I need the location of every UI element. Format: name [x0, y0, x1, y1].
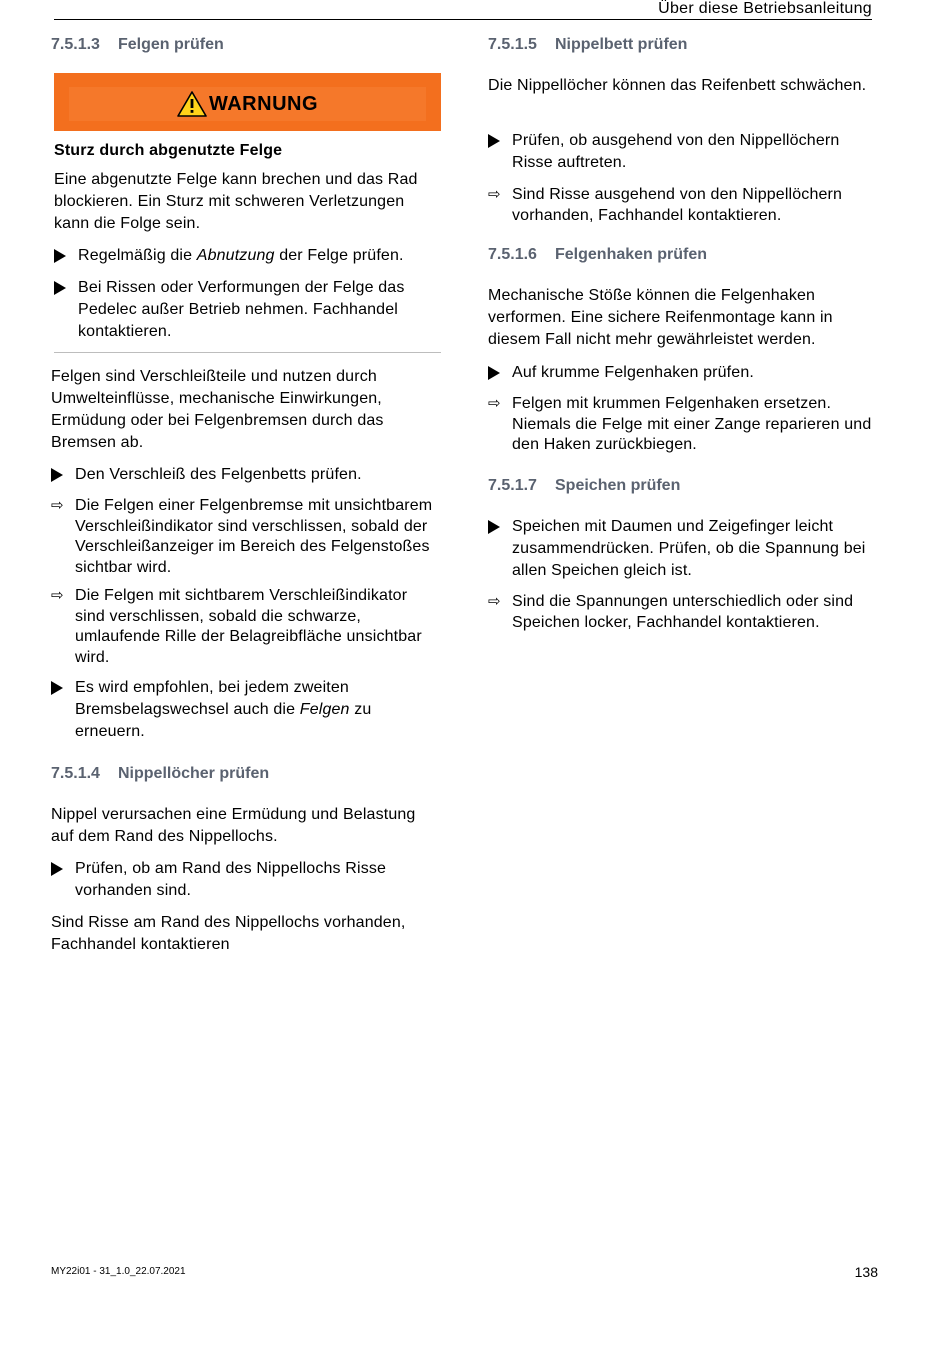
paragraph: Felgen sind Verschleißteile und nutzen durch Umwelteinflüsse, mechanische Einwirkungen, Ermüdung oder bei Felgenbremsen durch das Bremsen ab.: [51, 368, 384, 451]
section-title: Felgenhaken prüfen: [555, 246, 708, 263]
result-bullet: [488, 394, 880, 456]
text-segment: Prüfen, ob am Rand des Nippellochs Risse vorhanden sind.: [75, 860, 387, 899]
text-segment: Felgen mit krummen Felgenhaken ersetzen. Niemals die Felge mit einer Zange reparieren und den Haken zurückbiegen.: [512, 395, 872, 453]
section-heading-7-5-1-4: [51, 765, 269, 783]
section-heading-7-5-1-7: [488, 477, 680, 495]
section-number: 7.5.1.7: [488, 477, 537, 494]
action-bullet: [75, 464, 440, 486]
paragraph: Mechanische Stöße können die Felgenhaken verformen. Eine sichere Reifenmontage kann in diesem Fall nicht mehr gewährleistet werden.: [488, 287, 833, 348]
emphasis-text: Abnutzung: [196, 247, 275, 264]
action-bullet: [512, 516, 880, 582]
warning-bullet-1: [78, 245, 443, 267]
page-header-title: Über diese Betriebsanleitung: [658, 0, 872, 17]
result-bullet: [51, 496, 440, 578]
action-triangle-icon: [488, 516, 508, 541]
result-arrow-icon: ⇨: [51, 587, 64, 604]
section-title: Nippellöcher prüfen: [118, 765, 270, 782]
footer-doc-id: MY22i01 - 31_1.0_22.07.2021: [51, 1266, 186, 1277]
action-bullet: [75, 677, 420, 743]
warning-text: Eine abgenutzte Felge kann brechen und das Rad blockieren. Ein Sturz mit schweren Verletzungen kann die Folge sein.: [54, 171, 418, 232]
section-heading-7-5-1-5: [488, 36, 687, 54]
action-triangle-icon: [488, 362, 508, 387]
action-bullet: [512, 130, 880, 174]
text-segment: Prüfen, ob ausgehend von den Nippellöchern Risse auftreten.: [512, 132, 840, 171]
paragraph: Die Nippellöcher können das Reifenbett schwächen.: [488, 77, 867, 94]
action-triangle-icon: [54, 245, 74, 270]
footer-page-number: 138: [854, 1264, 878, 1280]
section-title: Nippelbett prüfen: [555, 36, 688, 53]
section-heading-7-5-1-3: [51, 36, 224, 54]
paragraph: Sind Risse am Rand des Nippellochs vorhanden, Fachhandel kontaktieren: [51, 914, 406, 953]
action-bullet: [512, 362, 880, 384]
section-number: 7.5.1.4: [51, 765, 100, 782]
result-arrow-icon: ⇨: [488, 395, 501, 412]
result-bullet: [488, 184, 880, 226]
result-arrow-icon: ⇨: [488, 593, 501, 610]
section-number: 7.5.1.3: [51, 36, 100, 53]
text-segment: Es wird empfohlen, bei jedem zweiten Bremsbelagswechsel auch die: [75, 679, 349, 718]
text-segment: Sind Risse ausgehend von den Nippellöchern vorhanden, Fachhandel kontaktieren.: [512, 186, 843, 224]
section-number: 7.5.1.6: [488, 246, 537, 263]
text-segment: Die Felgen einer Felgenbremse mit unsichtbarem Verschleißindikator sind verschlissen, sobald der Verschleißanzeiger im Bereich des Felgenstoßes sichtbar wird.: [75, 497, 433, 576]
text-segment: Sind die Spannungen unterschiedlich oder sind Speichen locker, Fachhandel kontaktieren.: [512, 593, 854, 631]
warning-triangle-icon: [177, 91, 207, 117]
text-segment: zu erneuern.: [75, 701, 372, 740]
warning-title: Sturz durch abgenutzte Felge: [54, 142, 283, 159]
text-segment: Die Felgen mit sichtbarem Verschleißindikator sind verschlissen, sobald die schwarze, umlaufende Rille der Belagreibfläche unsichtbar wird.: [75, 587, 422, 666]
section-title: Felgen prüfen: [118, 36, 224, 53]
warning-banner: [54, 73, 441, 131]
text-segment: der Felge prüfen.: [274, 247, 404, 264]
section-title: Speichen prüfen: [555, 477, 681, 494]
text-segment: Den Verschleiß des Felgenbetts prüfen.: [75, 466, 362, 483]
action-triangle-icon: [51, 677, 71, 702]
text-segment: Bei Rissen oder Verformungen der Felge das Pedelec außer Betrieb nehmen. Fachhandel kontaktieren.: [78, 279, 405, 340]
warning-bullet-2: [78, 277, 443, 343]
text-segment: Speichen mit Daumen und Zeigefinger leicht zusammendrücken. Prüfen, ob die Spannung bei allen Speichen gleich ist.: [512, 518, 866, 579]
section-number: 7.5.1.5: [488, 36, 537, 53]
paragraph: Nippel verursachen eine Ermüdung und Belastung auf dem Rand des Nippellochs.: [51, 806, 416, 845]
text-segment: Regelmäßig die: [78, 247, 197, 264]
result-bullet: [51, 586, 440, 668]
emphasis-text: Felgen: [299, 701, 350, 718]
warning-banner-inner: [69, 87, 426, 121]
header-rule: [54, 19, 872, 20]
action-triangle-icon: [51, 858, 71, 883]
action-bullet: [75, 858, 440, 902]
result-arrow-icon: ⇨: [51, 497, 64, 514]
warning-label: WARNUNG: [208, 92, 319, 115]
section-heading-7-5-1-6: [488, 246, 707, 264]
result-bullet: [488, 592, 880, 633]
text-segment: Auf krumme Felgenhaken prüfen.: [512, 364, 754, 381]
result-arrow-icon: ⇨: [488, 186, 501, 203]
action-triangle-icon: [54, 277, 74, 302]
action-triangle-icon: [488, 130, 508, 155]
action-triangle-icon: [51, 464, 71, 489]
warning-divider: [54, 352, 441, 353]
